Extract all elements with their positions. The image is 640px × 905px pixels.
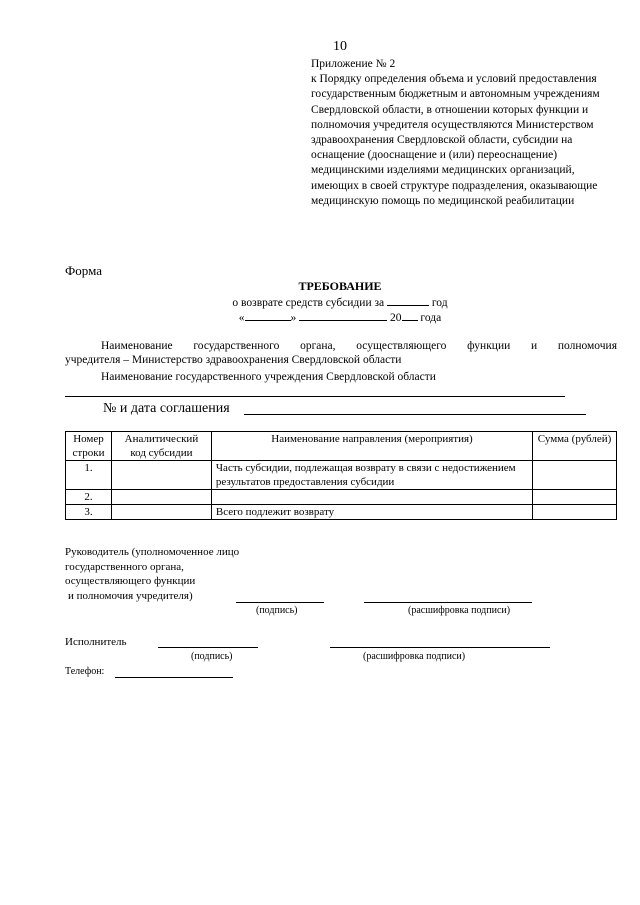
phone-label: Телефон: xyxy=(65,666,105,677)
row-sum[interactable] xyxy=(533,505,617,520)
executor-label: Исполнитель xyxy=(65,636,127,648)
row-code[interactable] xyxy=(111,490,211,505)
gov-body-line-1: Наименование государственного органа, осуществляющего функции и полномочия xyxy=(101,340,617,352)
row-direction: Всего подлежит возврату xyxy=(211,505,532,520)
title-line-period xyxy=(0,295,640,309)
period-prefix: о возврате средств субсидии за xyxy=(232,297,385,309)
executor-signature-line[interactable] xyxy=(158,647,258,648)
row-number: 1. xyxy=(66,461,112,490)
row-direction: Часть субсидии, подлежащая возврату в связи с недостижением результатов предоставления субсидии xyxy=(211,461,532,490)
appendix-title: Приложение № 2 xyxy=(311,58,396,70)
table-header-row xyxy=(66,432,617,461)
executor-decryption-line[interactable] xyxy=(330,647,550,648)
head-decryption-line[interactable] xyxy=(364,602,532,603)
year-prefix: 20 xyxy=(390,312,402,324)
appendix-text: к Порядку определения объема и условий предоставления государственным бюджетным и автономным учреждениям Свердловской области, в отношении которых функции и полномочия учредителя осуществляются Министерством здравоохранения Свердловской области, субсидии на оснащение (дооснащение и (или) переоснащение) медицинскими изделиями медицинских организаций, имеющих в своей структуре подразделения, оказывающие медицинскую помощь по медицинской реабилитации xyxy=(311,73,600,207)
open-quote: « xyxy=(238,312,245,324)
header-sum: Сумма (рублей) xyxy=(533,432,617,461)
refund-table xyxy=(65,431,617,520)
period-blank[interactable] xyxy=(387,295,429,306)
month-blank[interactable] xyxy=(299,310,387,321)
table-row xyxy=(66,461,617,490)
row-number: 2. xyxy=(66,490,112,505)
gov-body-line-2: учредителя – Министерство здравоохранения Свердловской области xyxy=(65,354,402,366)
head-line-1: Руководитель (уполномоченное лицо xyxy=(65,546,240,558)
header-code: Аналитический код субсидии xyxy=(111,432,211,461)
executor-signature-caption: (подпись) xyxy=(191,651,233,662)
row-direction[interactable] xyxy=(211,490,532,505)
head-line-4: и полномочия учредителя) xyxy=(68,589,193,602)
agreement-label: № и дата соглашения xyxy=(103,401,230,416)
period-suffix: год xyxy=(431,297,448,309)
head-signature-line[interactable] xyxy=(236,602,324,603)
head-signature-caption: (подпись) xyxy=(256,605,298,616)
executor-decryption-caption: (расшифровка подписи) xyxy=(363,651,466,662)
head-signatory-block xyxy=(65,545,239,603)
row-code[interactable] xyxy=(111,505,211,520)
day-blank[interactable] xyxy=(245,310,291,321)
head-decryption-caption: (расшифровка подписи) xyxy=(408,605,511,616)
row-sum[interactable] xyxy=(533,490,617,505)
head-line-3: осуществляющего функции xyxy=(65,575,196,587)
date-suffix: года xyxy=(420,312,442,324)
year-blank[interactable] xyxy=(402,310,418,321)
institution-line: Наименование государственного учреждения Свердловской области xyxy=(101,371,436,383)
appendix-block xyxy=(311,57,616,209)
row-code[interactable] xyxy=(111,461,211,490)
header-row-number: Номер строки xyxy=(66,432,112,461)
head-line-2: государственного органа, xyxy=(65,560,184,573)
institution-underline[interactable] xyxy=(65,396,565,397)
page-number: 10 xyxy=(333,39,347,54)
title-line-date xyxy=(0,310,640,324)
agreement-underline[interactable] xyxy=(244,414,586,415)
close-quote: » xyxy=(290,312,297,324)
table-row xyxy=(66,505,617,520)
row-number: 3. xyxy=(66,505,112,520)
header-direction: Наименование направления (мероприятия) xyxy=(211,432,532,461)
phone-line[interactable] xyxy=(115,677,233,678)
table-row xyxy=(66,490,617,505)
row-sum[interactable] xyxy=(533,461,617,490)
document-title: ТРЕБОВАНИЕ xyxy=(298,279,382,293)
form-label: Форма xyxy=(65,263,102,278)
